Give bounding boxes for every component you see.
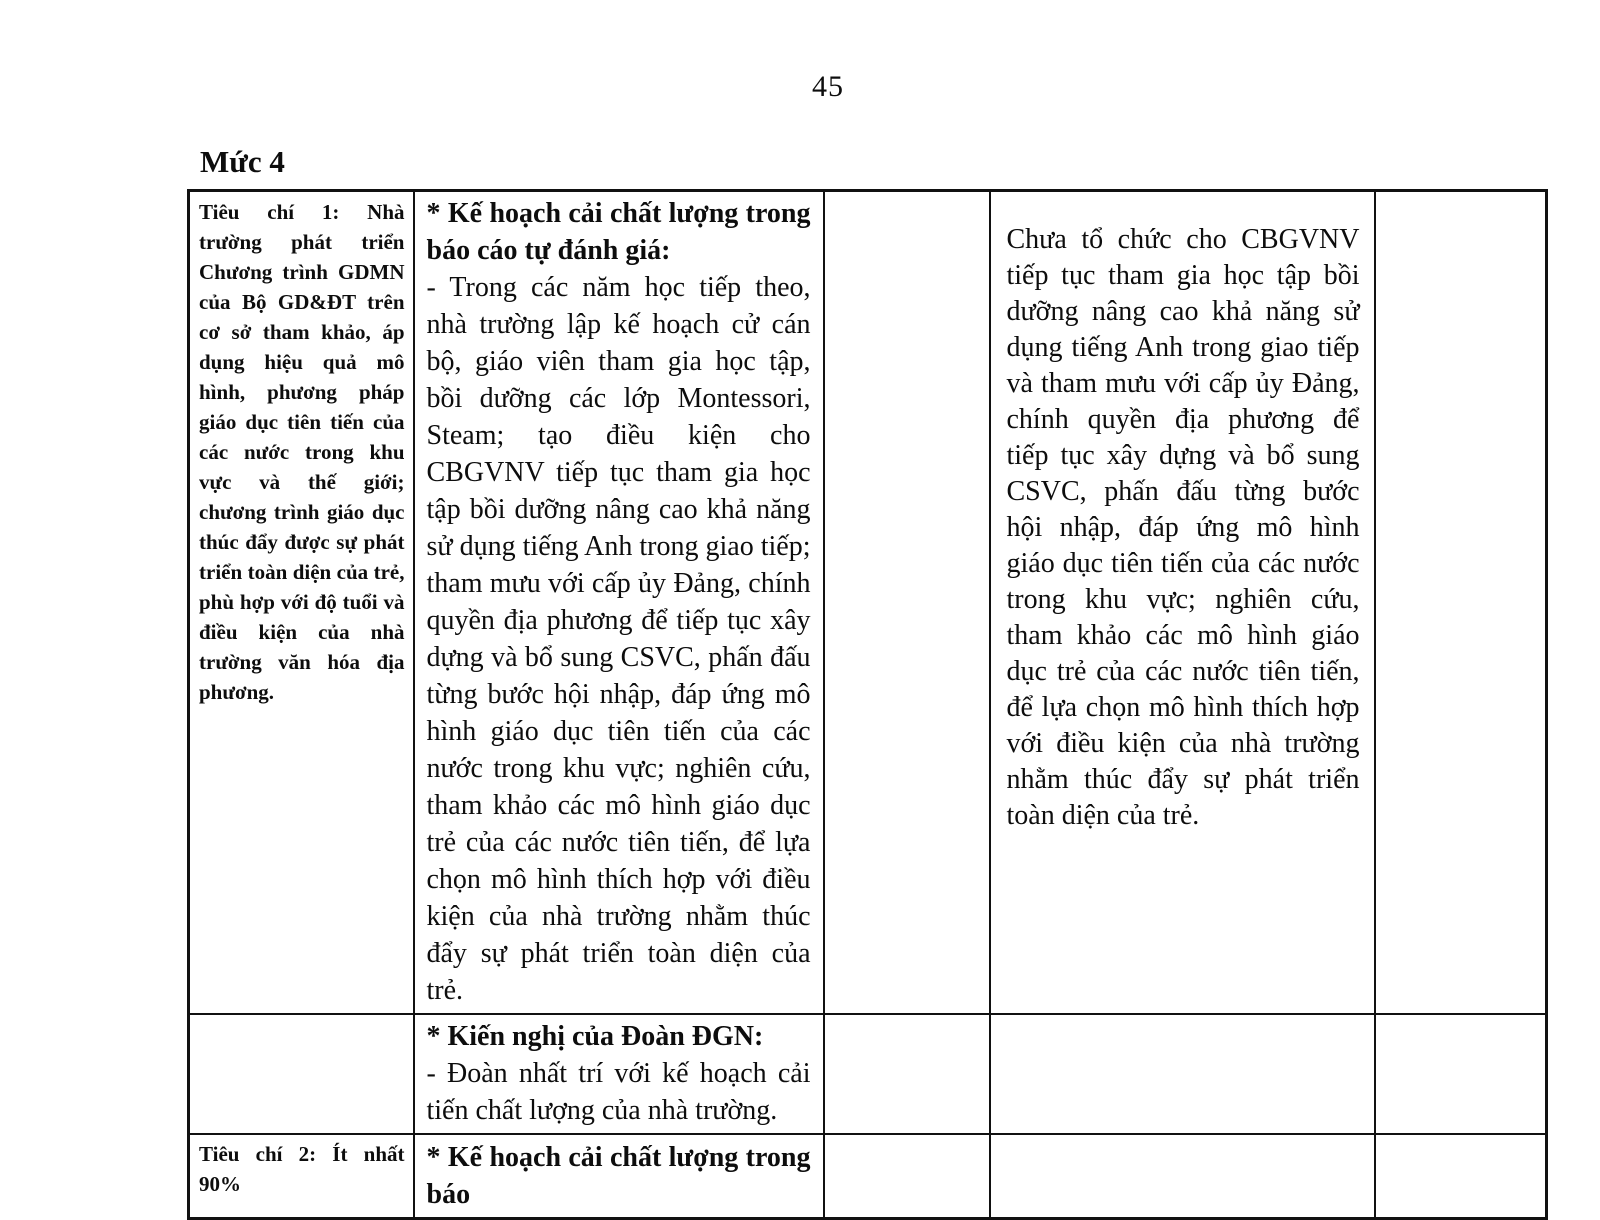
recommendation-cell [414, 1014, 824, 1134]
improvement-plan-cell [414, 191, 824, 1015]
empty-cell [990, 1014, 1375, 1134]
table-row [189, 191, 1547, 1015]
empty-cell [1375, 1014, 1547, 1134]
improvement-plan-2-cell [414, 1134, 824, 1219]
empty-cell [824, 1134, 990, 1219]
recommendation-body: - Đoàn nhất trí với kế hoạch cải tiến chất lượng của nhà trường. [426, 1058, 811, 1126]
empty-cell [1375, 191, 1547, 1015]
improvement-plan-2-heading: * Kế hoạch cải chất lượng trong báo [426, 1142, 811, 1210]
table-row [189, 1014, 1547, 1134]
criterion-2-cell [189, 1134, 414, 1219]
criterion-1-text: Tiêu chí 1: Nhà trường phát triển Chương trình GDMN của Bộ GD&ĐT trên cơ sở tham khảo, áp dụng hiệu quả mô hình, phương pháp giáo dục tiên tiến của các nước trong khu vực và thế giới; chương trình giáo dục thúc đẩy được sự phát triển toàn diện của trẻ, phù hợp với độ tuổi và điều kiện của nhà trường văn hóa địa phương. [199, 200, 405, 704]
empty-cell [1375, 1134, 1547, 1219]
recommendation-heading: * Kiến nghị của Đoàn ĐGN: [426, 1021, 764, 1052]
improvement-plan-heading: * Kế hoạch cải chất lượng trong báo cáo tự đánh giá: [426, 198, 811, 266]
criterion-2-text: Tiêu chí 2: Ít nhất 90% [199, 1142, 405, 1196]
empty-criterion-cell [189, 1014, 414, 1134]
evaluation-table [187, 189, 1548, 1220]
page-number: 45 [812, 70, 844, 103]
table-row [189, 1134, 1547, 1219]
improvement-plan-body: - Trong các năm học tiếp theo, nhà trường lập kế hoạch cử cán bộ, giáo viên tham gia học tập, bồi dưỡng các lớp Montessori, Steam; tạo điều kiện cho CBGVNV tiếp tục tham gia học tập bồi dưỡng nâng cao khả năng sử dụng tiếng Anh trong giao tiếp; tham mưu với cấp ủy Đảng, chính quyền địa phương để tiếp tục xây dựng và bổ sung CSVC, phấn đấu từng bước hội nhập, đáp ứng mô hình giáo dục tiên tiến của các nước trong khu vực; nghiên cứu, tham khảo các mô hình giáo dục trẻ của các nước tiên tiến, để lựa chọn mô hình thích hợp với điều kiện của nhà trường nhằm thúc đẩy sự phát triển toàn diện của trẻ. [426, 272, 811, 1006]
empty-cell [824, 191, 990, 1015]
assessment-note-text: Chưa tổ chức cho CBGVNV tiếp tục tham gia học tập bồi dưỡng nâng cao khả năng sử dụng tiếng Anh trong giao tiếp và tham mưu với cấp ủy Đảng, chính quyền địa phương để tiếp tục xây dựng và bổ sung CSVC, phấn đấu từng bước hội nhập, đáp ứng mô hình giáo dục tiên tiến của các nước trong khu vực; nghiên cứu, tham khảo các mô hình giáo dục trẻ của các nước tiên tiến, để lựa chọn mô hình thích hợp với điều kiện của nhà trường nhằm thúc đẩy sự phát triển toàn diện của trẻ. [1006, 224, 1360, 831]
criterion-1-cell [189, 191, 414, 1015]
empty-cell [824, 1014, 990, 1134]
assessment-note-cell [990, 191, 1375, 1015]
section-title: Mức 4 [200, 144, 285, 179]
empty-cell [990, 1134, 1375, 1219]
